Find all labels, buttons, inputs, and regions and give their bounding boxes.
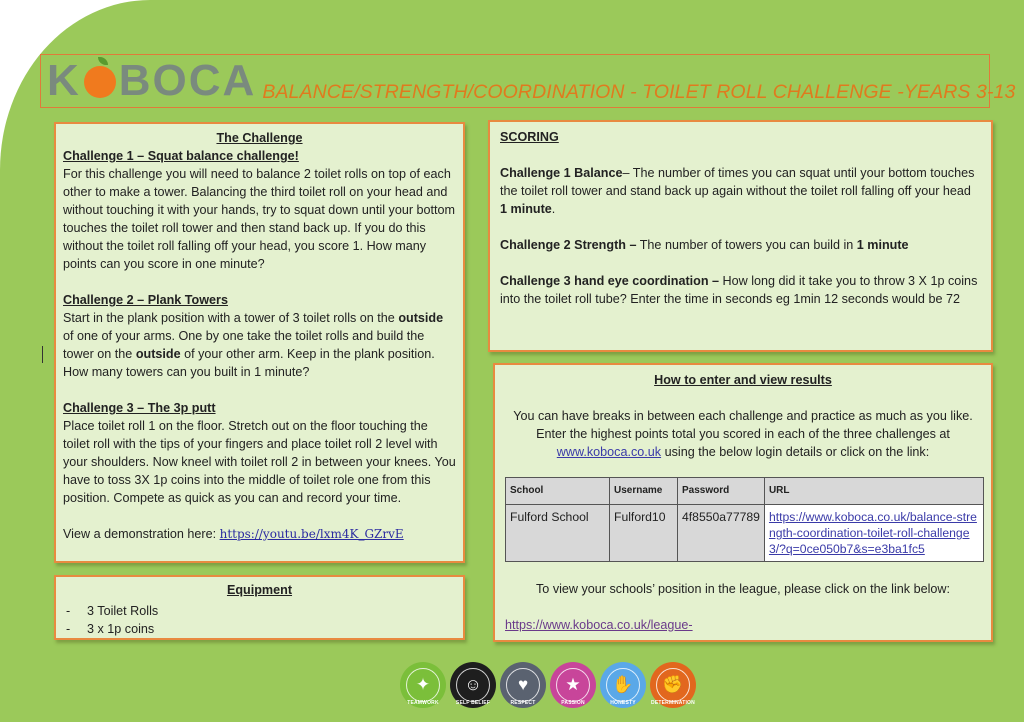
col-password: Password xyxy=(678,478,765,505)
list-item: - 3 Toilet Rolls xyxy=(66,604,159,618)
col-url: URL xyxy=(764,478,983,505)
league-link[interactable]: https://www.koboca.co.uk/league- xyxy=(505,618,693,632)
equipment-list xyxy=(63,602,456,638)
col-school: School xyxy=(506,478,610,505)
challenge-2-body: Start in the plank position with a tower of 3 toilet rolls on the outside of one of your arms. One by one take the toilet rolls and build the tower on the outside of your other arm. Keep in the plank position. How many towers can you built in 1 minute? xyxy=(63,311,444,379)
logo-letter-k: K xyxy=(47,56,81,105)
honesty-badge-icon: ✋ HONESTY xyxy=(600,662,646,708)
table-header-row xyxy=(506,478,984,505)
koboca-site-link[interactable]: www.koboca.co.uk xyxy=(556,445,662,459)
teamwork-badge-icon: ✦ TEAMWORK xyxy=(400,662,446,708)
orange-icon xyxy=(84,66,116,98)
challenge-1-body: For this challenge you will need to balance 2 toilet rolls on top of each other to make a tower. Balancing the third toilet roll on your head and without touching it with your hands, try to squat down until your bottom touches the toilet roll tower and then stand back up. If you do this without the toilet roll falling off your head, you score 1. How many points can you score in one minute? xyxy=(63,167,456,271)
challenge-3-body: Place toilet roll 1 on the floor. Stretch out on the floor touching the toilet roll with the tips of your fingers and place toilet roll 2 level with your shoulders. Now kneel with toilet roll 2 in between your knees. You have to toss 3X 1p coins into the middle of toilet role one from this position. Compete as quick as you can and record your time. xyxy=(63,419,456,505)
scoring-heading: SCORING xyxy=(500,130,559,144)
results-panel xyxy=(493,363,993,642)
logo-letters-boca: BOCA xyxy=(118,56,257,105)
self-belief-badge-icon: ☺ SELF BELIEF xyxy=(450,662,496,708)
respect-badge-icon: ♥ RESPECT xyxy=(500,662,546,708)
challenge-panel xyxy=(54,122,465,563)
challenge-3-title: Challenge 3 – The 3p putt xyxy=(63,401,216,415)
equipment-panel xyxy=(54,575,465,640)
list-item: - 3 x 1p coins xyxy=(66,622,155,636)
league-link-line xyxy=(505,616,981,634)
challenge-heading: The Challenge xyxy=(216,131,303,145)
login-table xyxy=(505,477,984,562)
challenge-2-title: Challenge 2 – Plank Towers xyxy=(63,293,228,307)
cell-password: 4f8550a77789 xyxy=(678,505,765,562)
results-heading: How to enter and view results xyxy=(654,373,832,387)
scoring-2: Challenge 2 Strength – The number of towers you can build in 1 minute xyxy=(500,238,909,252)
cell-username: Fulford10 xyxy=(610,505,678,562)
challenge-1-title: Challenge 1 – Squat balance challenge! xyxy=(63,149,299,163)
cell-url xyxy=(764,505,983,562)
equipment-heading: Equipment xyxy=(226,583,293,597)
koboca-logo xyxy=(47,56,256,106)
passion-badge-icon: ★ PASSION xyxy=(550,662,596,708)
scoring-3: Challenge 3 hand eye coordination – How long did it take you to throw 3 X 1p coins into the toilet roll tube? Enter the time in seconds eg 1min 12 seconds would be 72 xyxy=(500,274,978,306)
demo-video-link[interactable]: https://youtu.be/lxm4K_GZrvE xyxy=(219,527,404,541)
results-intro: You can have breaks in between each challenge and practice as much as you like. Enter the highest points total you scored in each of the three challenges at www.koboca.co.uk using the below login details or click on the link: xyxy=(513,409,973,459)
table-row xyxy=(506,505,984,562)
cell-school: Fulford School xyxy=(506,505,610,562)
page-title: BALANCE/STRENGTH/COORDINATION - TOILET ROLL CHALLENGE -YEARS 3-13 xyxy=(262,80,1016,103)
demo-label: View a demonstration here: xyxy=(63,527,220,541)
header-banner xyxy=(40,54,1016,108)
scoring-panel xyxy=(488,120,993,352)
demo-line xyxy=(63,525,456,543)
values-badges xyxy=(400,662,696,712)
determination-badge-icon: ✊ DETERMINATION xyxy=(650,662,696,708)
text-cursor xyxy=(42,346,43,363)
scoring-1: Challenge 1 Balance– The number of times you can squat until your bottom touches the toilet roll tower and stand back up again without the toilet roll falling off your head 1 minute. xyxy=(500,166,975,216)
col-username: Username xyxy=(610,478,678,505)
challenge-login-link[interactable]: https://www.koboca.co.uk/balance-strength-coordination-toilet-roll-challenge3/?q=0ce050b7&s=e3ba1fc5 xyxy=(768,510,977,556)
league-text: To view your schools’ position in the league, please click on the link below: xyxy=(536,582,950,596)
